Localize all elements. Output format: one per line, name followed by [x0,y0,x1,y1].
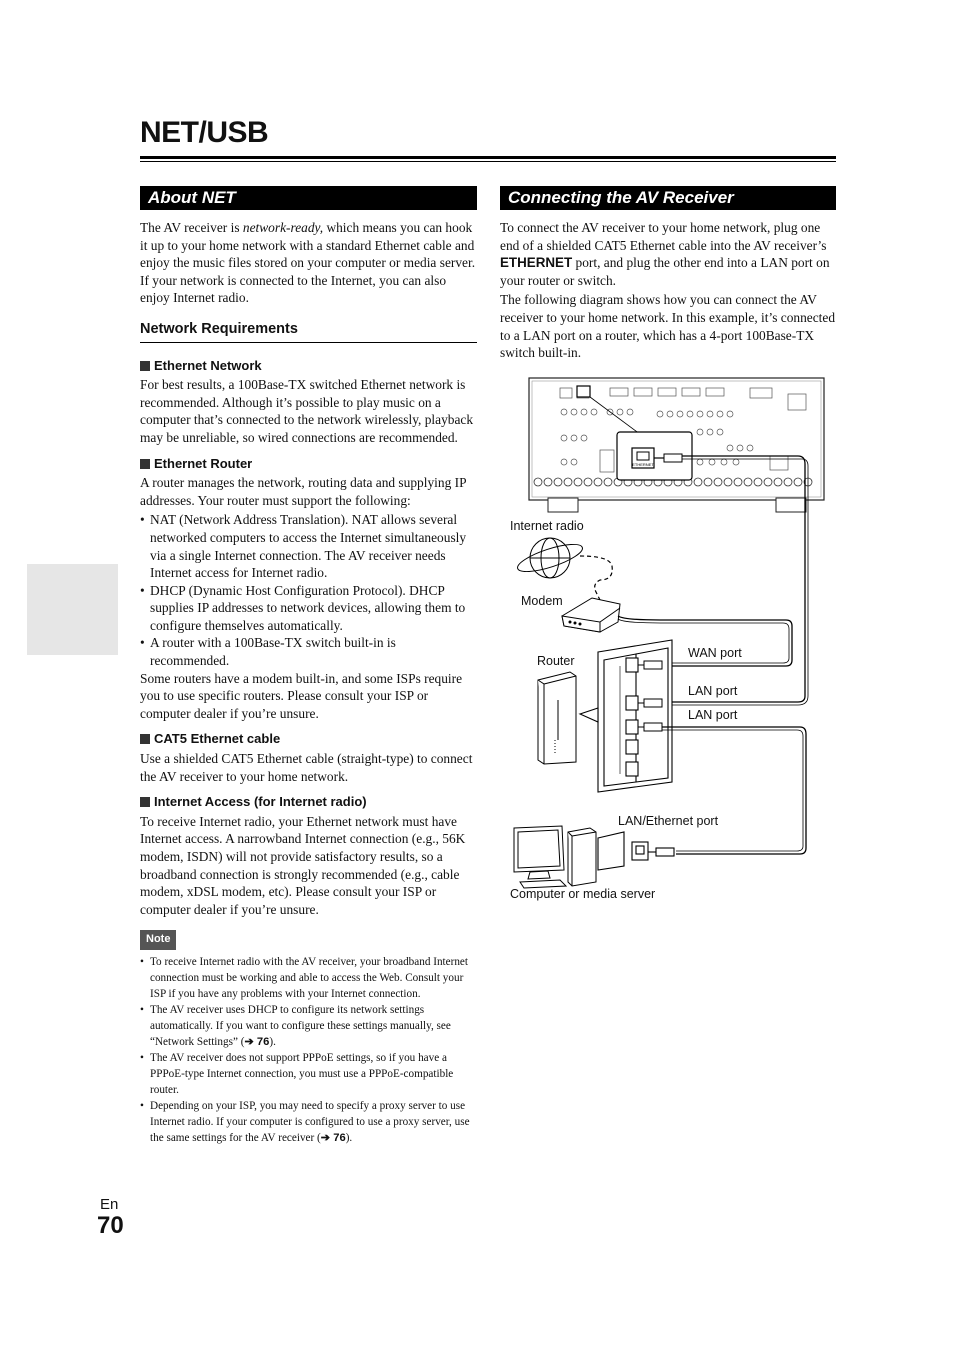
page-number: 70 [97,1212,124,1239]
right-column [500,219,836,364]
internet-access-text: To receive Internet radio, your Ethernet network must have Internet access. A narrowband Internet connection (e.g., 56K modem, ISDN) will not provide satisfactory results, so a broadband connection is strongly recommended (e.g., cable modem, xDSL modem, etc). Please consult your ISP or computer dealer if you’re unsure. [140,813,466,917]
square-bullet-icon [140,734,150,744]
lan-port-label-2: LAN port [688,708,738,722]
notes-list [140,954,477,1146]
diagram-description: The following diagram shows how you can connect the AV receiver to your home network. In this example, it’s connected to a LAN port on a router, which has a 4-port 100Base-TX switch built-in. [500,292,836,361]
intro-paragraph: The AV receiver is network-ready, which means you can hook it up to your home network with a standard Ethernet cable and enjoy the music files stored on your computer or media server. If your network is connected to the Internet, you can also enjoy Internet radio. [140,220,476,306]
lan-port-label-1: LAN port [688,684,738,698]
network-requirements-heading: Network Requirements [140,321,477,343]
page-ref-link[interactable]: ➔ 76 [244,1035,270,1048]
router-requirements-list [140,511,477,669]
cat5-heading: CAT5 Ethernet cable [140,730,477,748]
computer-lan-port [598,832,674,870]
cat5-text: Use a shielded CAT5 Ethernet cable (straight-type) to connect the AV receiver to your home network. [140,751,473,784]
square-bullet-icon [140,361,150,371]
av-receiver-rear-panel [529,378,824,512]
modem-label: Modem [521,594,563,608]
note-item: • The AV receiver uses DHCP to configure its network settings automatically. If you want to configure these settings manually, see “Network Settings” (➔ 76). [140,1002,477,1050]
router-label: Router [537,654,575,668]
computer-icon [514,826,596,888]
internet-radio-label: Internet radio [510,519,584,533]
connecting-header: Connecting the AV Receiver [500,186,836,210]
note-item: • The AV receiver does not support PPPoE settings, so if you have a PPPoE-type Internet connection, you must use a PPPoE-compatible router. [140,1050,477,1098]
note-item: • To receive Internet radio with the AV receiver, your broadband Internet connection must be working and able to access the Web. Consult your ISP if you have any problems with your Internet connection. [140,954,477,1002]
router-after-text: Some routers have a modem built-in, and some ISPs require you to use specific routers. Please consult your ISP or computer dealer if you’re unsure. [140,670,463,721]
about-net-header: About NET [140,186,477,210]
left-column [140,219,477,1146]
list-item: • A router with a 100Base-TX switch built-in is recommended. [140,634,477,669]
wan-port-label: WAN port [688,646,742,660]
ethernet-network-text: For best results, a 100Base-TX switched Ethernet network is recommended. Although it’s possible to play music on a computer that’s connected to the network wirelessly, playback may be unreliable, so wired connections are recommended. [140,377,474,445]
list-item: • DHCP (Dynamic Host Configuration Protocol). DHCP supplies IP addresses to network devices, allowing them to configure themselves automatically. [140,582,477,635]
side-tab-marker [27,564,118,655]
ethernet-network-heading: Ethernet Network [140,357,477,375]
ethernet-router-heading: Ethernet Router [140,455,477,473]
note-item: • Depending on your ISP, you may need to specify a proxy server to use Internet radio. If your computer is configured to use a proxy server, use the same settings for the AV receiver (➔ 76). [140,1098,477,1146]
globe-icon [515,538,585,578]
computer-label: Computer or media server [510,887,656,901]
ethernet-port-tag: ETHERNET [632,462,654,467]
page-ref-link[interactable]: ➔ 76 [320,1131,346,1144]
title-rule-thin [140,161,836,162]
network-connection-diagram [500,370,836,910]
title-rule [140,156,836,159]
list-item: • NAT (Network Address Translation). NAT allows several networked computers to access the Internet simultaneously via a single Internet connection. The AV receiver needs Internet access for Internet radio. [140,511,477,581]
page-title: NET/USB [140,116,269,149]
square-bullet-icon [140,797,150,807]
router-icon [538,672,576,764]
page-language: En [100,1196,119,1213]
square-bullet-icon [140,459,150,469]
modem-icon [562,598,620,632]
internet-access-heading: Internet Access (for Internet radio) [140,793,477,811]
note-label: Note [140,930,176,950]
lan-ethernet-port-label: LAN/Ethernet port [618,814,719,828]
connect-paragraph: To connect the AV receiver to your home network, plug one end of a shielded CAT5 Ethernet cable into the AV receiver’s ETHERNET port, and plug the other end into a LAN port on your router or switch. [500,220,830,288]
ethernet-router-text: A router manages the network, routing data and supplying IP addresses. Your router must support the following: [140,475,467,508]
